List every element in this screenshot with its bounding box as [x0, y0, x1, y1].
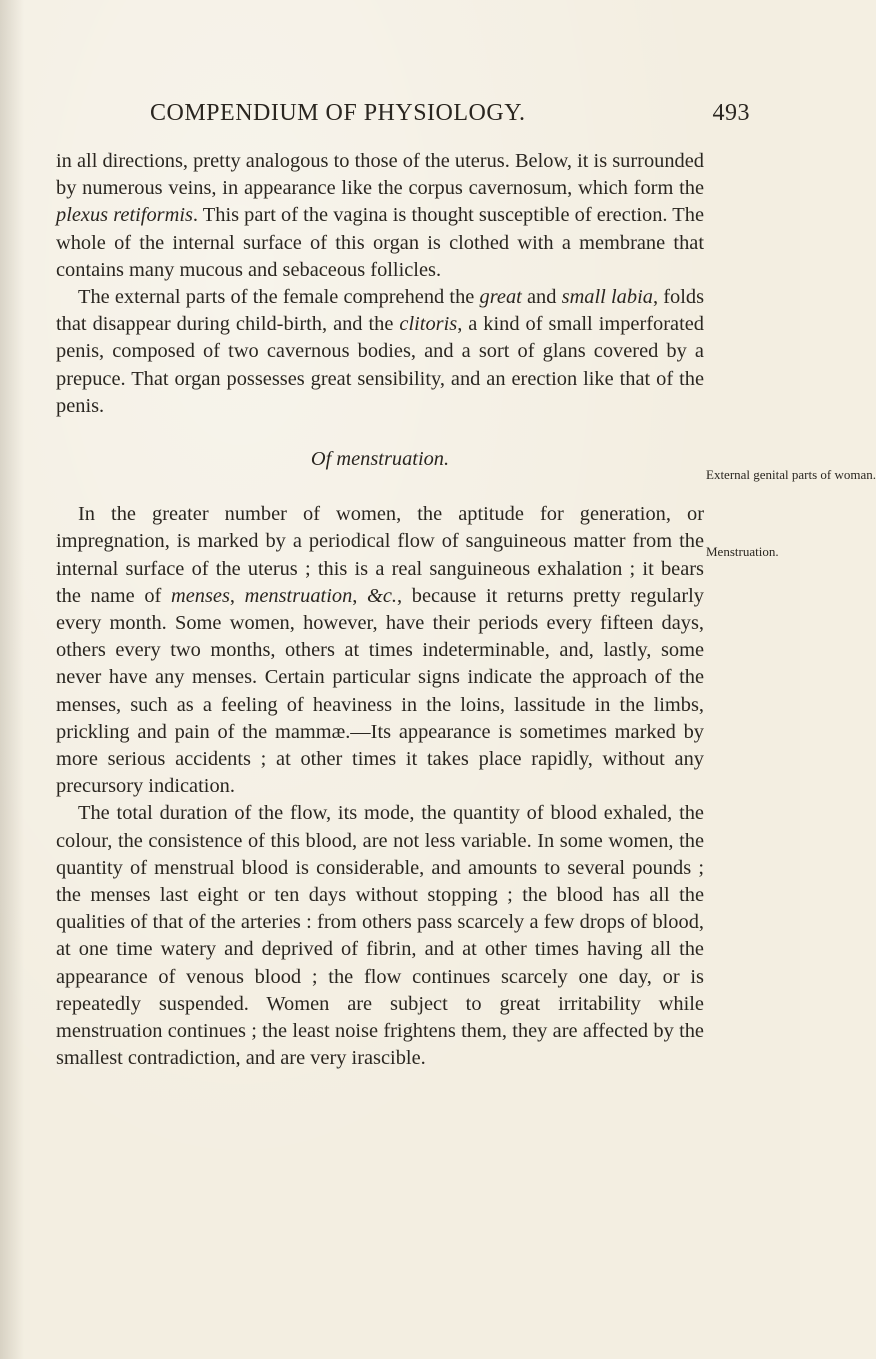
- page-number: 493: [712, 100, 750, 126]
- text-run: , folds that disappear during child-birth, and the: [56, 286, 705, 336]
- italic-term: clitoris: [399, 313, 458, 336]
- text-run: and: [521, 286, 562, 309]
- paragraph: [56, 501, 704, 800]
- text-run: in all directions, pretty analogous to those of the uterus. Below, it is surrounded by numerous veins, in appearance like the corpus cavernosum, which form the: [56, 150, 704, 200]
- italic-term: small labia: [561, 286, 653, 309]
- italic-term: great: [479, 286, 522, 309]
- paragraph: [56, 800, 704, 1072]
- paragraph: [56, 148, 704, 284]
- text-run: The external parts of the female comprehend the: [78, 286, 480, 309]
- margin-note-menstruation: [706, 545, 779, 558]
- italic-term: &c.: [367, 584, 398, 607]
- body-text: [56, 148, 704, 1073]
- text-run: . This part of the vagina is thought susceptible of erection. The whole of the internal surface of this organ is clothed with a membrane that contains many mucous and sebaceous follicles.: [56, 204, 705, 281]
- italic-term: menstruation: [244, 584, 353, 607]
- text-run: , because it returns pretty regularly every month. Some women, however, have their periods every fifteen days, others every two months, others at times indeterminable, and, lastly, some never have any menses. Certain particular signs indicate the approach of the menses, such as a feeling of heaviness in the loins, lassitude in the limbs, prickling and pain of the mammæ.—Its appearance is sometimes marked by more serious accidents ; at other times it takes place rapidly, without any precursory indication.: [56, 584, 704, 798]
- italic-term: plexus retiformis: [56, 204, 193, 227]
- running-head-title: COMPENDIUM OF PHYSIOLOGY.: [150, 100, 526, 126]
- margin-note-external-parts: [706, 468, 876, 481]
- text-run: ,: [352, 584, 368, 607]
- margin-note-text: Menstruation.: [706, 544, 779, 559]
- margin-note-text: External genital parts of woman.: [706, 467, 876, 482]
- italic-term: menses: [170, 584, 230, 607]
- text-run: , a kind of small imperforated penis, composed of two cavernous bodies, and a sort of glans covered by a prepuce. That organ possesses great sensibility, and an erection like that of the penis.: [56, 313, 704, 417]
- text-run: In the greater number of women, the aptitude for generation, or impregnation, is marked by a periodical flow of sanguineous matter from the internal surface of the uterus ; this is a real sanguineous exhalation ; it bears the name of: [56, 503, 704, 607]
- paragraph: [56, 284, 704, 420]
- page-gutter-shadow: [0, 0, 24, 1359]
- running-head: [150, 100, 770, 140]
- section-heading: Of menstruation.: [310, 448, 450, 471]
- text-run: The total duration of the flow, its mode, the quantity of blood exhaled, the colour, the consistence of this blood, are not less variable. In some women, the quantity of menstrual blood is considerable, and amounts to several pounds ; the menses last eight or ten days without stopping ; the blood has all the qualities of that of the arteries : from others pass scarcely a few drops of blood, at one time watery and deprived of fibrin, and at other times having all the appearance of venous blood ; the flow continues scarcely one day, or is repeatedly suspended. Women are subject to great irritability while menstruation continues ; the least noise frightens them, they are affected by the smallest contradiction, and are very irascible.: [56, 802, 704, 1070]
- text-run: ,: [229, 584, 245, 607]
